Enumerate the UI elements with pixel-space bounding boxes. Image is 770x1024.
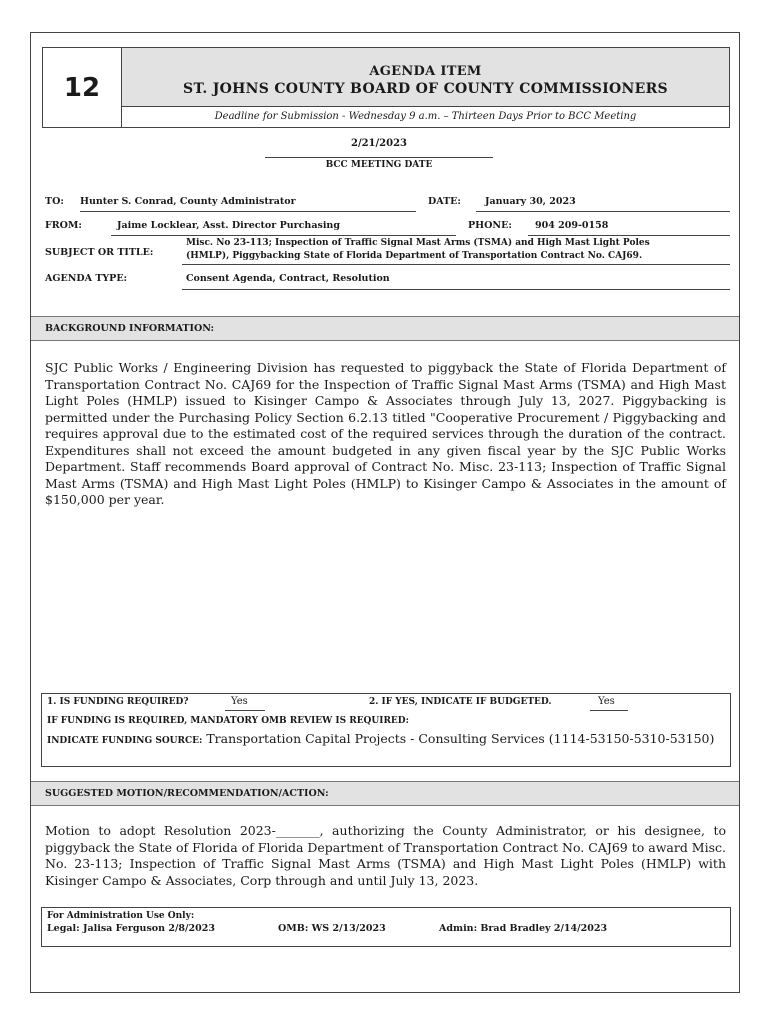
legal-review: Legal: Jalisa Ferguson 2/8/2023	[47, 923, 215, 934]
subject-underline	[182, 264, 730, 265]
agenda-type-value: Consent Agenda, Contract, Resolution	[186, 273, 390, 284]
budgeted-underline	[590, 710, 628, 711]
agenda-page	[30, 32, 740, 993]
meeting-date-label: BCC MEETING DATE	[325, 160, 433, 170]
funding-box	[41, 693, 731, 767]
from-underline	[111, 235, 456, 236]
board-title: ST. JOHNS COUNTY BOARD OF COUNTY COMMISSIONERS	[183, 81, 668, 97]
funding-source	[47, 731, 725, 749]
agenda-title-box	[121, 47, 730, 107]
motion-text: Motion to adopt Resolution 2023-_______, authorizing the County Administrator, or his designee, to piggyback the State of Florida of Florida Department of Transportation Contract No. CAJ69 to award Misc. No. 23-113; Inspection of Traffic Signal Mast Arms (TSMA) and High Mast Light Poles (HMLP) with Kisinger Campo & Associates, Corp through and until July 13, 2023.	[45, 823, 726, 888]
subject-label: SUBJECT OR TITLE:	[45, 247, 154, 258]
funding-required-label: 1. IS FUNDING REQUIRED?	[47, 697, 189, 707]
background-heading: BACKGROUND INFORMATION:	[31, 316, 739, 341]
agenda-type-underline	[182, 289, 730, 290]
omb-review: OMB: WS 2/13/2023	[278, 923, 386, 934]
budgeted-label: 2. IF YES, INDICATE IF BUDGETED.	[369, 697, 552, 707]
budgeted-value: Yes	[598, 696, 615, 707]
date-value: January 30, 2023	[485, 196, 576, 207]
subject-line2: (HMLP), Piggybacking State of Florida Department of Transportation Contract No. CAJ69.	[186, 251, 643, 261]
funding-required-underline	[225, 710, 265, 711]
phone-underline	[528, 235, 730, 236]
admin-box	[41, 907, 731, 947]
from-value: Jaime Locklear, Asst. Director Purchasing	[117, 220, 340, 231]
agenda-item-number: 12	[42, 47, 122, 128]
meeting-date-underline	[265, 157, 493, 158]
phone-label: PHONE:	[468, 220, 512, 231]
motion-heading: SUGGESTED MOTION/RECOMMENDATION/ACTION:	[31, 781, 739, 806]
funding-required-value: Yes	[231, 696, 248, 707]
date-underline	[476, 211, 730, 212]
agenda-type-label: AGENDA TYPE:	[45, 273, 128, 284]
funding-source-value: Transportation Capital Projects - Consulting Services (1114-53150-5310-53150)	[206, 731, 715, 746]
subject-line1: Misc. No 23-113; Inspection of Traffic Signal Mast Arms (TSMA) and High Mast Light Poles	[186, 238, 650, 248]
background-text: SJC Public Works / Engineering Division has requested to piggyback the State of Florida Department of Transportation Contract No. CAJ69 for the Inspection of Traffic Signal Mast Arms (TSMA) and High Mast Light Poles (HMLP) issued to Kisinger Campo & Associates through July 13, 2027. Piggybacking is permitted under the Purchasing Policy Section 6.2.13 titled "Cooperative Procurement / Piggybacking and requires approval due to the estimated cost of the required services through the duration of the contract. Expenditures shall not exceed the amount budgeted in any given fiscal year by the SJC Public Works Department. Staff recommends Board approval of Contract No. Misc. 23-113; Inspection of Traffic Signal Mast Arms (TSMA) and High Mast Light Poles (HMLP) to Kisinger Campo & Associates in the amount of $150,000 per year.	[45, 360, 726, 507]
from-label: FROM:	[45, 220, 82, 231]
omb-review-note: IF FUNDING IS REQUIRED, MANDATORY OMB REVIEW IS REQUIRED:	[47, 716, 409, 726]
admin-review: Admin: Brad Bradley 2/14/2023	[439, 923, 608, 934]
agenda-header	[42, 47, 730, 128]
to-label: TO:	[45, 196, 64, 207]
agenda-item-title: AGENDA ITEM	[369, 64, 482, 79]
submission-deadline: Deadline for Submission - Wednesday 9 a.m. – Thirteen Days Prior to BCC Meeting	[121, 106, 730, 128]
meeting-date: 2/21/2023	[350, 138, 407, 149]
phone-value: 904 209-0158	[535, 220, 609, 231]
funding-source-label: INDICATE FUNDING SOURCE:	[47, 736, 203, 746]
date-label: DATE:	[428, 196, 461, 207]
admin-heading: For Administration Use Only:	[47, 911, 195, 921]
to-underline	[80, 211, 416, 212]
to-value: Hunter S. Conrad, County Administrator	[80, 196, 296, 207]
